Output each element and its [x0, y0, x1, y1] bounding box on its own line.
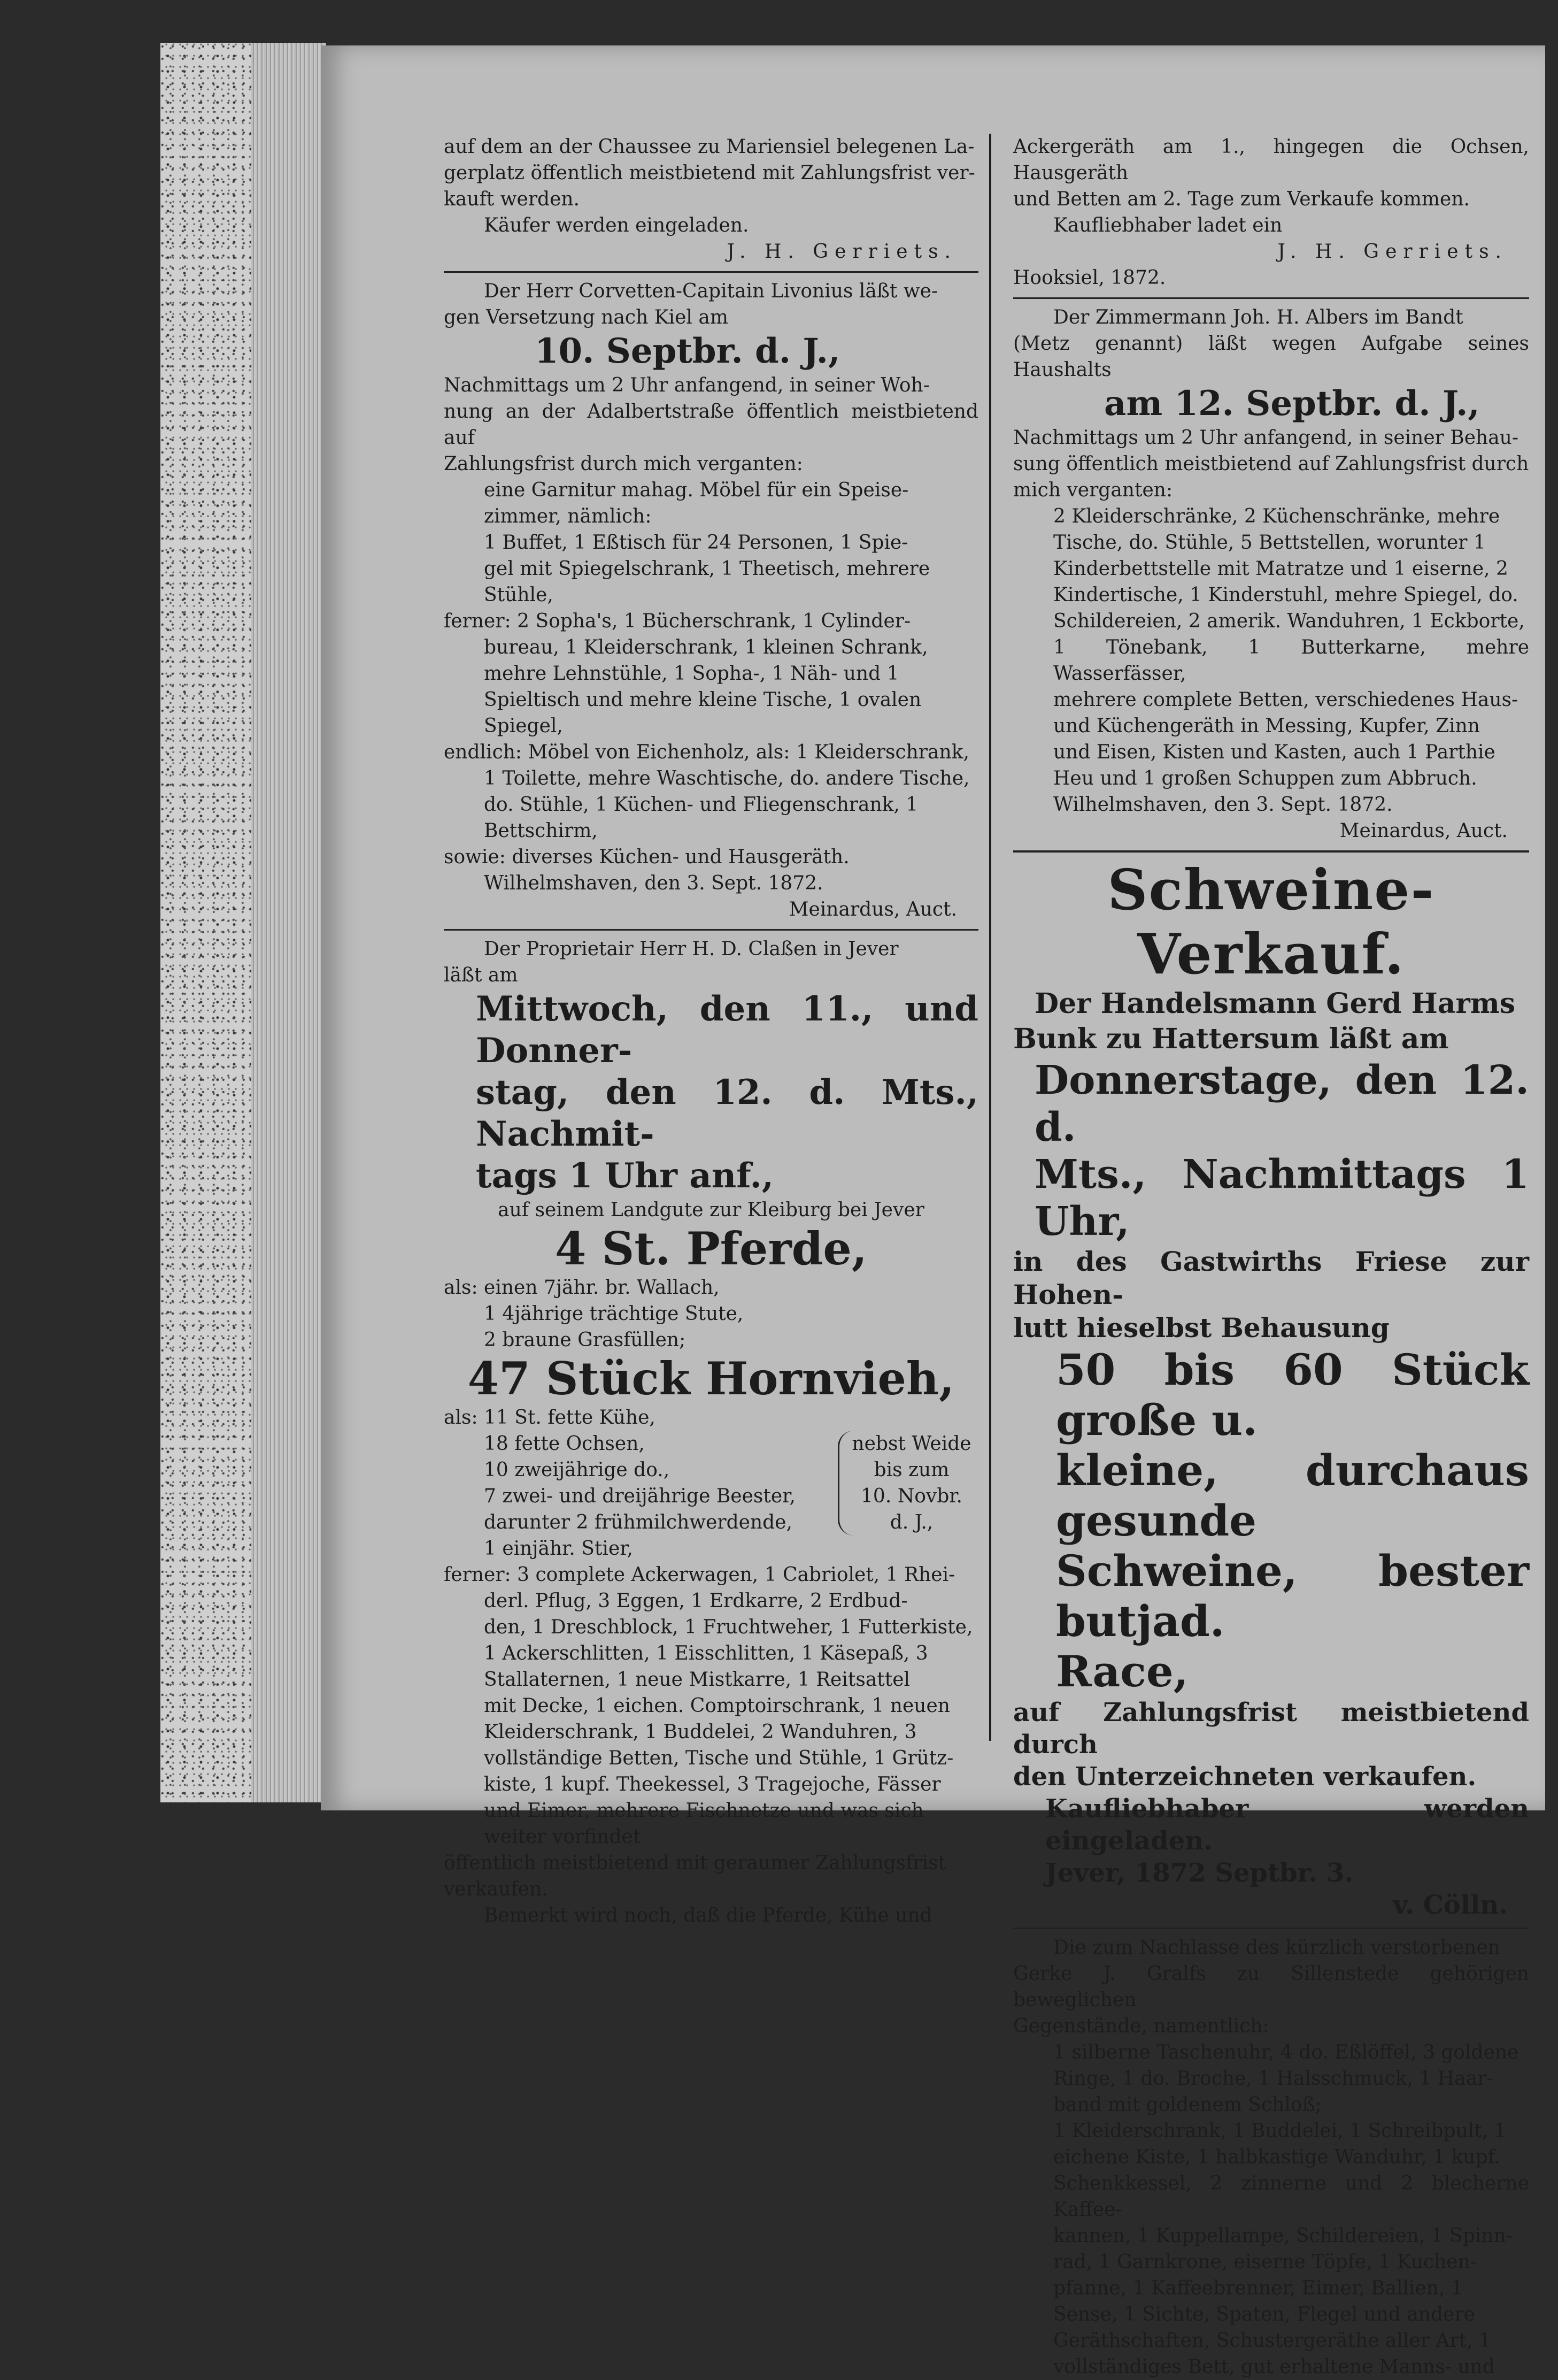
- invite-line: Kaufliebhaber ladet ein: [1053, 214, 1283, 236]
- item-line: 1 einjähr. Stier,: [484, 1538, 633, 1560]
- offer-line: 50 bis 60 Stück große u.: [1056, 1345, 1529, 1445]
- item-line: darunter 2 frühmilchwerdende,: [484, 1511, 792, 1533]
- item-line: weiter vorfindet: [484, 1826, 641, 1848]
- signature: Meinardus, Auct.: [1339, 820, 1508, 842]
- item-line: do. Stühle, 1 Küchen- und Fliegenschrank, 1: [484, 794, 919, 816]
- ad-albers: [1013, 304, 1529, 844]
- item-line: eichene Kiste, 1 halbkastige Wanduhr, 1 kupf.: [1053, 2146, 1500, 2168]
- ad-schweine-verkauf: [1013, 858, 1529, 1921]
- item-line: rad, 1 Garnkrone, eiserne Töpfe, 1 Kuchen-: [1053, 2251, 1477, 2273]
- cattle-title: 47 Stück Hornvieh,: [467, 1352, 955, 1405]
- text-line: verkaufen.: [444, 1878, 548, 1900]
- headline: Schweine-Verkauf.: [1107, 857, 1435, 987]
- item-line: derl. Pflug, 3 Eggen, 1 Erdkarre, 2 Erdbud-: [484, 1590, 908, 1612]
- item-line: 18 fette Ochsen,: [484, 1433, 645, 1455]
- location-line: lutt hieselbst Behausung: [1013, 1312, 1390, 1343]
- terms-line: den Unterzeichneten verkaufen.: [1013, 1762, 1477, 1792]
- text-line: öffentlich meistbietend mit geraumer Zahlungsfrist: [444, 1852, 946, 1874]
- book-cover-edge: [160, 43, 251, 1802]
- invite-line: Käufer werden eingeladen.: [484, 214, 749, 236]
- item-line: 7 zwei- und dreijährige Beester,: [484, 1485, 796, 1507]
- item-line: und Küchengeräth in Messing, Kupfer, Zinn: [1053, 715, 1480, 737]
- page-stack: [251, 43, 326, 1802]
- note-line: bis zum: [874, 1459, 950, 1481]
- text-line: sung öffentlich meistbietend auf Zahlungsfrist durch: [1013, 453, 1529, 475]
- item-line: Kinderbettstelle mit Matratze und 1 eiserne, 2: [1053, 558, 1508, 580]
- cattle-note: [838, 1431, 978, 1536]
- item-line: 1 4jährige trächtige Stute,: [484, 1303, 744, 1325]
- item-line: 1 Tönebank, 1 Butterkarne, mehre Wasserfässer,: [1053, 636, 1529, 685]
- item-line: 1 silberne Taschenuhr, 4 do. Eßlöffel, 3 goldene: [1053, 2041, 1519, 2063]
- item-line: pfanne, 1 Kaffeebrenner, Eimer, Ballien, 1: [1053, 2277, 1463, 2299]
- ad-gerriets-1: [444, 134, 978, 265]
- place-date: Wilhelmshaven, den 3. Sept. 1872.: [484, 872, 823, 894]
- item-line: 1 Kleiderschrank, 1 Buddelei, 1 Schreibpult, 1: [1053, 2120, 1507, 2142]
- text-line: gerplatz öffentlich meistbietend mit Zahlungsfrist ver-: [444, 162, 975, 184]
- auction-date: 10. Septbr. d. J.,: [535, 331, 840, 371]
- item-line: als: einen 7jähr. br. Wallach,: [444, 1277, 720, 1299]
- cattle-items: [444, 1404, 838, 1562]
- right-column: [1013, 134, 1529, 2380]
- item-line: mehrere complete Betten, verschiedenes Haus-: [1053, 689, 1518, 711]
- item-line: Spieltisch und mehre kleine Tische, 1 ovalen: [484, 689, 922, 711]
- offer-line: Schweine, bester butjad.: [1056, 1546, 1529, 1646]
- text-line: auf dem an der Chaussee zu Mariensiel belegenen La-: [444, 136, 975, 158]
- item-line: mehre Lehnstühle, 1 Sopha-, 1 Näh- und 1: [484, 663, 899, 685]
- item-line: endlich: Möbel von Eichenholz, als: 1 Kleiderschrank,: [444, 741, 969, 763]
- ad-gralfs-estate: [1013, 1934, 1529, 2380]
- item-line: ferner: 2 Sopha's, 1 Bücherschrank, 1 Cylinder-: [444, 610, 911, 632]
- item-line: band mit goldenem Schloß;: [1053, 2094, 1322, 2116]
- item-line: Schenkkessel, 2 zinnerne und 2 blecherne Kaffee-: [1053, 2172, 1529, 2221]
- intro-line: Gerke J. Gralfs zu Sillenstede gehörigen beweglichen: [1013, 1963, 1529, 2011]
- auction-date: am 12. Septbr. d. J.,: [1104, 383, 1480, 424]
- item-line: Stallaternen, 1 neue Mistkarre, 1 Reitsattel: [484, 1669, 911, 1691]
- item-line: 1 Buffet, 1 Eßtisch für 24 Personen, 1 Spie-: [484, 532, 908, 554]
- column-rule: [989, 134, 991, 1741]
- note-line: 10. Novbr.: [861, 1485, 962, 1507]
- location-line: auf seinem Landgute zur Kleiburg bei Jever: [498, 1199, 924, 1221]
- item-line: Schildereien, 2 amerik. Wanduhren, 1 Eckborte,: [1053, 610, 1525, 632]
- item-line: ferner: 3 complete Ackerwagen, 1 Cabriolet, 1 Rhei-: [444, 1564, 955, 1586]
- terms-line: auf Zahlungsfrist meistbietend durch: [1013, 1698, 1529, 1760]
- item-line: 1 Toilette, mehre Waschtische, do. andere Tische,: [484, 767, 970, 789]
- text-line: Nachmittags um 2 Uhr anfangend, in seiner Woh-: [444, 374, 930, 396]
- intro-line: Der Handelsmann Gerd Harms: [1035, 987, 1516, 1020]
- intro-line: Der Herr Corvetten-Capitain Livonius läßt we-: [484, 280, 938, 302]
- text-line: Ackergeräth am 1., hingegen die Ochsen, Hausgeräth: [1013, 136, 1529, 184]
- note-line: d. J.,: [890, 1511, 934, 1533]
- location-line: in des Gastwirths Friese zur Hohen-: [1013, 1246, 1529, 1310]
- signature: v. Cölln.: [1393, 1890, 1508, 1920]
- text-line: mich verganten:: [1013, 479, 1173, 501]
- item-line: Tische, do. Stühle, 5 Bettstellen, worunter 1: [1053, 532, 1486, 554]
- ad-gerriets-2: [1013, 134, 1529, 291]
- invite-line: Kaufliebhaber werden eingeladen.: [1045, 1794, 1529, 1856]
- item-line: 1 Ackerschlitten, 1 Eisschlitten, 1 Käsepaß, 3: [484, 1642, 928, 1664]
- auction-date: Donnerstage, den 12. d.: [1035, 1057, 1529, 1150]
- note-line: nebst Weide: [852, 1433, 971, 1455]
- intro-line: Die zum Nachlasse des kürzlich verstorbenen: [1053, 1937, 1500, 1959]
- newspaper-page: [321, 45, 1545, 2378]
- text-line: Nachmittags um 2 Uhr anfangend, in seiner Behau-: [1013, 427, 1519, 449]
- text-line: und Betten am 2. Tage zum Verkaufe kommen.: [1013, 188, 1470, 210]
- left-column: [444, 134, 978, 1929]
- item-line: 2 braune Grasfüllen;: [484, 1329, 686, 1351]
- item-line: 10 zweijährige do.,: [484, 1459, 670, 1481]
- text-line: Zahlungsfrist durch mich verganten:: [444, 453, 803, 475]
- offer-line: kleine, durchaus gesunde: [1056, 1445, 1529, 1546]
- intro-line: läßt am: [444, 964, 518, 986]
- auction-date: Mts., Nachmittags 1 Uhr,: [1035, 1151, 1529, 1245]
- item-line: zimmer, nämlich:: [484, 505, 652, 527]
- item-line: sowie: diverses Küchen- und Hausgeräth.: [444, 846, 850, 868]
- item-line: Spiegel,: [484, 715, 563, 737]
- place-date: Hooksiel, 1872.: [1013, 267, 1166, 289]
- cattle-list: [444, 1404, 978, 1562]
- item-line: mit Decke, 1 eichen. Comptoirschrank, 1 neuen: [484, 1695, 950, 1717]
- offer-line: Race,: [1056, 1646, 1189, 1696]
- item-line: Heu und 1 großen Schuppen zum Abbruch.: [1053, 767, 1477, 789]
- intro-line: Der Zimmermann Joh. H. Albers im Bandt: [1053, 306, 1463, 328]
- divider: [1013, 850, 1529, 853]
- auction-date: tags 1 Uhr anf.,: [476, 1156, 774, 1196]
- item-line: den, 1 Dreschblock, 1 Fruchtweher, 1 Futterkiste,: [484, 1616, 973, 1638]
- item-line: und Eimer, mehrere Fischnetze und was sich: [484, 1800, 924, 1822]
- item-line: als: 11 St. fette Kühe,: [444, 1407, 655, 1429]
- item-line: Ringe, 1 do. Broche, 1 Halsschmuck, 1 Haar-: [1053, 2068, 1493, 2090]
- item-line: eine Garnitur mahag. Möbel für ein Speise-: [484, 479, 909, 501]
- item-line: 2 Kleiderschränke, 2 Küchenschränke, mehre: [1053, 505, 1500, 527]
- item-line: vollständige Betten, Tische und Stühle, 1 Grütz-: [484, 1747, 954, 1769]
- item-line: kannen, 1 Kuppellampe, Schildereien, 1 Spinn-: [1053, 2225, 1513, 2247]
- item-line: kiste, 1 kupf. Theekessel, 3 Tragejoche, Fässer: [484, 1774, 941, 1795]
- intro-line: Bunk zu Hattersum läßt am: [1013, 1023, 1449, 1055]
- ad-classen: [444, 936, 978, 1929]
- horses-title: 4 St. Pferde,: [554, 1222, 868, 1275]
- divider: [444, 271, 978, 273]
- intro-line: Gegenstände, namentlich:: [1013, 2015, 1269, 2037]
- auction-date: stag, den 12. d. Mts., Nachmit-: [476, 1072, 978, 1154]
- item-line: bureau, 1 Kleiderschrank, 1 kleinen Schrank,: [484, 636, 928, 658]
- place-date: Jever, 1872 Septbr. 3.: [1045, 1858, 1354, 1888]
- text-line: kauft werden.: [444, 188, 580, 210]
- text-line: Bemerkt wird noch, daß die Pferde, Kühe und: [484, 1905, 932, 1926]
- intro-line: Der Proprietair Herr H. D. Claßen in Jever: [484, 938, 899, 960]
- signature: J. H. Gerriets.: [727, 241, 957, 263]
- item-line: vollständiges Bett, gut erhaltene Manns- und: [1053, 2356, 1495, 2378]
- intro-line: (Metz genannt) läßt wegen Aufgabe seines Haushalts: [1013, 333, 1529, 381]
- item-line: Kindertische, 1 Kinderstuhl, mehre Spiegel, do.: [1053, 584, 1518, 606]
- text-line: nung an der Adalbertstraße öffentlich meistbietend auf: [444, 401, 978, 449]
- divider: [444, 929, 978, 931]
- divider: [1013, 297, 1529, 299]
- item-line: Sense, 1 Sichte, Spaten, Flegel und andere: [1053, 2304, 1475, 2325]
- item-line: und Eisen, Kisten und Kasten, auch 1 Parthie: [1053, 741, 1495, 763]
- signature: Meinardus, Auct.: [789, 899, 957, 920]
- auction-date: Mittwoch, den 11., und Donner-: [476, 989, 978, 1071]
- signature: J. H. Gerriets.: [1277, 241, 1508, 263]
- item-line: Kleiderschrank, 1 Buddelei, 2 Wanduhren, 3: [484, 1721, 917, 1743]
- item-line: Stühle,: [484, 584, 553, 606]
- item-line: Bettschirm,: [484, 820, 598, 842]
- divider: [1013, 1928, 1529, 1929]
- item-line: Geräthschaften, Schustergeräthe aller Art, 1: [1053, 2330, 1491, 2352]
- place-date: Wilhelmshaven, den 3. Sept. 1872.: [1053, 794, 1393, 816]
- item-line: gel mit Spiegelschrank, 1 Theetisch, mehrere: [484, 558, 930, 580]
- intro-line: gen Versetzung nach Kiel am: [444, 306, 728, 328]
- ad-livonius: [444, 278, 978, 923]
